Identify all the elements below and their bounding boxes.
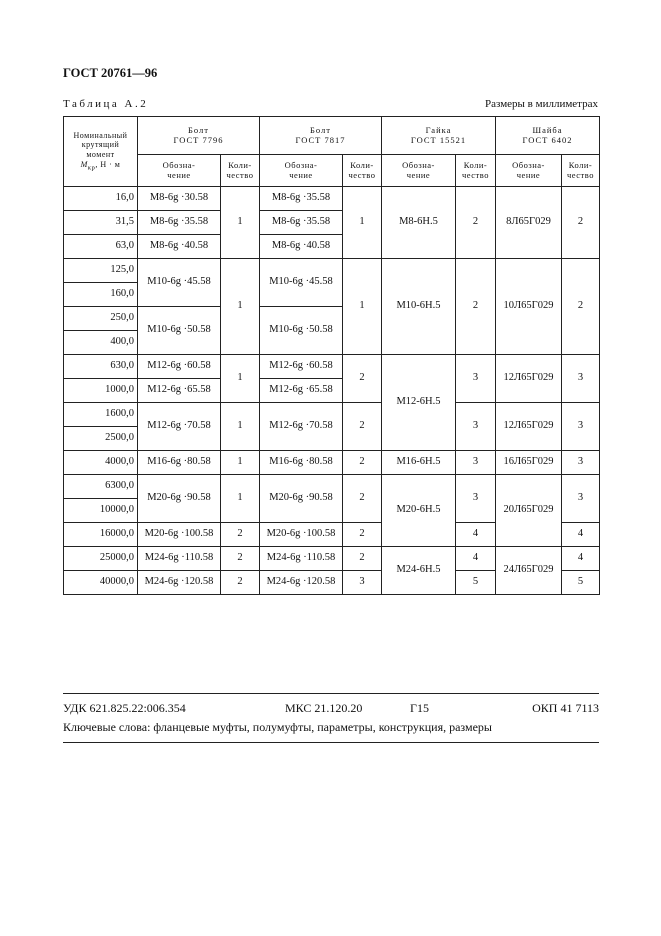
- table-cell-nut-quantity: 3: [456, 451, 496, 475]
- table-cell-washer-designation: 24Л65Г029: [496, 547, 562, 595]
- table-cell-bolt2-quantity: 2: [343, 403, 382, 451]
- header-bolt-7817: Болт ГОСТ 7817: [260, 117, 382, 155]
- table-cell-bolt2-quantity: 1: [343, 259, 382, 355]
- table-cell-moment: 6300,0: [64, 475, 138, 499]
- table-cell-bolt2-designation: М20-6g ·90.58: [260, 475, 343, 523]
- table-cell-bolt2-designation: М10-6g ·50.58: [260, 307, 343, 355]
- subheader-designation: Обозна- чение: [496, 155, 562, 187]
- table-cell-bolt2-quantity: 2: [343, 451, 382, 475]
- table-cell-washer-quantity: 3: [562, 355, 600, 403]
- table-cell-bolt1-designation: М12-6g ·65.58: [138, 379, 221, 403]
- table-cell-moment: 1000,0: [64, 379, 138, 403]
- table-cell-bolt1-designation: М20-6g ·100.58: [138, 523, 221, 547]
- table-cell-washer-quantity: 3: [562, 403, 600, 451]
- table-cell-nut-designation: М16-6Н.5: [382, 451, 456, 475]
- table-cell-washer-designation: 10Л65Г029: [496, 259, 562, 355]
- table-cell-washer-quantity: 3: [562, 451, 600, 475]
- table-cell-washer-quantity: 2: [562, 259, 600, 355]
- subheader-quantity: Коли- чество: [456, 155, 496, 187]
- table-cell-bolt2-designation: М10-6g ·45.58: [260, 259, 343, 307]
- table-cell-moment: 160,0: [64, 283, 138, 307]
- table-cell-bolt1-designation: М16-6g ·80.58: [138, 451, 221, 475]
- table-cell-washer-designation: 20Л65Г029: [496, 475, 562, 547]
- table-cell-moment: 31,5: [64, 211, 138, 235]
- table-cell-bolt2-designation: М8-6g ·35.58: [260, 187, 343, 211]
- table-cell-bolt1-quantity: 2: [221, 571, 260, 595]
- table-cell-washer-designation: 12Л65Г029: [496, 403, 562, 451]
- table-cell-bolt1-designation: М24-6g ·110.58: [138, 547, 221, 571]
- table-cell-moment: 1600,0: [64, 403, 138, 427]
- table-cell-nut-designation: М8-6Н.5: [382, 187, 456, 259]
- table-cell-bolt1-designation: М12-6g ·60.58: [138, 355, 221, 379]
- table-cell-moment: 25000,0: [64, 547, 138, 571]
- table-cell-bolt1-designation: М10-6g ·45.58: [138, 259, 221, 307]
- table-cell-nut-quantity: 4: [456, 547, 496, 571]
- table-cell-bolt2-designation: М8-6g ·40.58: [260, 235, 343, 259]
- table-cell-moment: 2500,0: [64, 427, 138, 451]
- table-cell-nut-designation: М10-6Н.5: [382, 259, 456, 355]
- table-cell-moment: 16,0: [64, 187, 138, 211]
- footer-bottom-rule: [63, 742, 599, 743]
- subheader-designation: Обозна- чение: [138, 155, 221, 187]
- table-cell-bolt2-quantity: 2: [343, 475, 382, 523]
- table-cell-nut-designation: М12-6Н.5: [382, 355, 456, 451]
- bolts-nuts-washers-table: [63, 116, 600, 595]
- table-cell-bolt2-quantity: 2: [343, 523, 382, 547]
- header-bolt-7796: Болт ГОСТ 7796: [138, 117, 260, 155]
- table-cell-washer-quantity: 4: [562, 523, 600, 547]
- table-cell-bolt2-designation: М24-6g ·110.58: [260, 547, 343, 571]
- header-nut: Гайка ГОСТ 15521: [382, 117, 496, 155]
- subheader-quantity: Коли- чество: [562, 155, 600, 187]
- table-cell-bolt1-designation: М24-6g ·120.58: [138, 571, 221, 595]
- table-cell-bolt2-quantity: 2: [343, 355, 382, 403]
- table-cell-nut-quantity: 4: [456, 523, 496, 547]
- subheader-quantity: Коли- чество: [221, 155, 260, 187]
- group-code: Г15: [410, 701, 429, 715]
- subheader-designation: Обозна- чение: [260, 155, 343, 187]
- table-cell-moment: 250,0: [64, 307, 138, 331]
- table-cell-bolt2-designation: М12-6g ·60.58: [260, 355, 343, 379]
- table-cell-bolt1-designation: М12-6g ·70.58: [138, 403, 221, 451]
- table-cell-bolt2-designation: М12-6g ·65.58: [260, 379, 343, 403]
- table-cell-moment: 16000,0: [64, 523, 138, 547]
- table-cell-bolt1-quantity: 2: [221, 523, 260, 547]
- units-note: Размеры в миллиметрах: [485, 98, 598, 110]
- table-cell-nut-designation: М24-6Н.5: [382, 547, 456, 595]
- table-cell-bolt2-quantity: 3: [343, 571, 382, 595]
- table-cell-bolt1-designation: М8-6g ·35.58: [138, 211, 221, 235]
- table-cell-moment: 630,0: [64, 355, 138, 379]
- table-cell-bolt1-designation: М10-6g ·50.58: [138, 307, 221, 355]
- standard-number: ГОСТ 20761—96: [63, 66, 158, 80]
- table-cell-moment: 125,0: [64, 259, 138, 283]
- table-cell-washer-designation: 12Л65Г029: [496, 355, 562, 403]
- table-cell-bolt2-quantity: 2: [343, 547, 382, 571]
- header-washer: Шайба ГОСТ 6402: [496, 117, 600, 155]
- table-cell-bolt1-quantity: 1: [221, 403, 260, 451]
- table-cell-bolt2-designation: М16-6g ·80.58: [260, 451, 343, 475]
- udk-code: УДК 621.825.22:006.354: [63, 701, 186, 715]
- footer-top-rule: [63, 693, 599, 694]
- table-cell-bolt1-designation: М8-6g ·40.58: [138, 235, 221, 259]
- table-cell-bolt2-designation: М8-6g ·35.58: [260, 211, 343, 235]
- table-cell-moment: 4000,0: [64, 451, 138, 475]
- subheader-designation: Обозна- чение: [382, 155, 456, 187]
- table-cell-bolt1-quantity: 1: [221, 259, 260, 355]
- table-cell-nut-quantity: 3: [456, 475, 496, 523]
- table-cell-washer-quantity: 4: [562, 547, 600, 571]
- table-cell-washer-quantity: 3: [562, 475, 600, 523]
- subheader-quantity: Коли- чество: [343, 155, 382, 187]
- table-cell-bolt2-designation: М12-6g ·70.58: [260, 403, 343, 451]
- table-cell-bolt1-quantity: 2: [221, 547, 260, 571]
- table-cell-bolt1-quantity: 1: [221, 451, 260, 475]
- table-cell-nut-designation: М20-6Н.5: [382, 475, 456, 547]
- table-caption: Таблица А.2: [63, 98, 149, 110]
- table-cell-nut-quantity: 3: [456, 403, 496, 451]
- table-cell-bolt1-designation: М8-6g ·30.58: [138, 187, 221, 211]
- table-cell-nut-quantity: 2: [456, 259, 496, 355]
- table-cell-bolt2-quantity: 1: [343, 187, 382, 259]
- table-cell-bolt1-quantity: 1: [221, 475, 260, 523]
- table-cell-washer-designation: 8Л65Г029: [496, 187, 562, 259]
- table-cell-moment: 63,0: [64, 235, 138, 259]
- okp-code: ОКП 41 7113: [532, 701, 599, 715]
- table-cell-washer-quantity: 5: [562, 571, 600, 595]
- table-cell-nut-quantity: 2: [456, 187, 496, 259]
- table-cell-bolt2-designation: М20-6g ·100.58: [260, 523, 343, 547]
- table-cell-moment: 400,0: [64, 331, 138, 355]
- table-cell-moment: 40000,0: [64, 571, 138, 595]
- table-cell-nut-quantity: 3: [456, 355, 496, 403]
- table-cell-bolt2-designation: М24-6g ·120.58: [260, 571, 343, 595]
- table-cell-nut-quantity: 5: [456, 571, 496, 595]
- table-cell-bolt1-quantity: 1: [221, 355, 260, 403]
- table-cell-washer-quantity: 2: [562, 187, 600, 259]
- header-torque: Номинальный крутящий момент $M_{кр}$, Н · м: [64, 117, 138, 187]
- table-cell-bolt1-quantity: 1: [221, 187, 260, 259]
- table-cell-bolt1-designation: М20-6g ·90.58: [138, 475, 221, 523]
- mks-code: МКС 21.120.20: [285, 701, 363, 715]
- table-cell-washer-designation: 16Л65Г029: [496, 451, 562, 475]
- keywords-line: Ключевые слова: фланцевые муфты, полумуфты, параметры, конструкция, размеры: [63, 720, 492, 734]
- table-cell-moment: 10000,0: [64, 499, 138, 523]
